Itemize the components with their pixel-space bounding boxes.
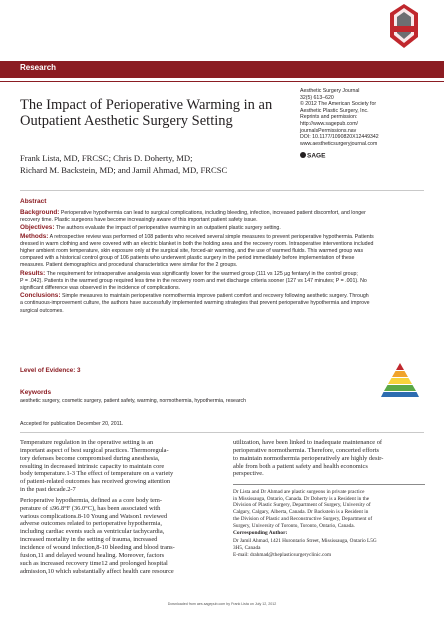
journal-logo — [389, 3, 419, 49]
abstract-line: Methods: A retrospective review was performed of 108 patients who received several simple measures to prevent perioperative hypothermia. Patients — [20, 232, 374, 240]
title-line: Outpatient Aesthetic Surgery Setting — [20, 113, 233, 129]
author-line: Richard M. Backstein, MD; and Jamil Ahmad, MD, FRCSC — [20, 164, 228, 175]
body-line: body temperature.1-3 The effect of temperature on a variety — [20, 470, 174, 478]
abstract-line: P = .042). Patients in the warmed group required less time in the recovery room and met discharge criteria sooner (127 vs 147 minutes; P = .001). No — [20, 277, 367, 284]
affiliation-line: in Mississauga, Ontario, Canada. Dr Doherty is a Resident in the — [233, 495, 370, 502]
title-line: The Impact of Perioperative Warming in an — [20, 97, 273, 113]
body-line: fusion,11 and delayed wound healing. Moreover, factors — [20, 551, 165, 559]
affiliation-divider — [233, 484, 425, 485]
body-line: adverse outcomes related to perioperative hypothermia, — [20, 520, 162, 528]
abstract-label: Results: — [20, 269, 46, 277]
publisher-logo — [300, 152, 325, 160]
level-of-evidence: Level of Evidence: 3 — [20, 367, 81, 374]
body-line: including cardiac events such as ventricular tachycardia, — [20, 528, 165, 536]
body-line: perspective. — [233, 470, 264, 478]
body-line: resulting in decreased intrinsic capacity to maintain core — [20, 462, 165, 470]
journal-info-line: Aesthetic Surgery Journal — [300, 88, 360, 94]
body-line: such as increased recovery time12 and prolonged hospital — [20, 559, 168, 567]
author-list — [20, 153, 310, 176]
body-line: various complications.8-10 Young and Watson1 reviewed — [20, 512, 168, 520]
abstract-line: compared with a historical control group of 106 patients who underwent plastic surgery in the period immediately before implementation of these — [20, 255, 355, 262]
body-line: incidence of wound infection,8-10 bleeding and blood trans- — [20, 543, 175, 551]
journal-info-line: DOI: 10.1177/1090820X12449342 — [300, 134, 379, 141]
journal-info-line: 32(5) 613–620 — [300, 94, 334, 101]
body-line: increased mortality in the setting of trauma, increased — [20, 536, 158, 544]
article-title — [20, 97, 290, 129]
body-line: of patient-related outcomes has received growing attention — [20, 478, 171, 486]
abstract-line: Conclusions: Simple measures to maintain perioperative normothermia improve patient comfort and recovery following aesthetic surgery. Through — [20, 292, 369, 300]
abstract-line: significant difference was observed in the incidence of complications. — [20, 285, 181, 292]
journal-info-line[interactable]: http://www.sagepub.com/ — [300, 120, 358, 127]
download-footer: Downloaded from aes.sagepub.com by Frank Lista on July 12, 2012 — [167, 602, 277, 606]
abstract-line: a continuous-improvement culture, the authors have successfully implemented warming strategies that prevent perioperative hypothermia and improve — [20, 300, 370, 307]
body-right-column — [233, 439, 425, 478]
journal-info — [300, 88, 440, 147]
section-band — [0, 61, 444, 78]
body-line: admission,10 which substantially affect health care resource — [20, 567, 174, 575]
author-line: Frank Lista, MD, FRCSC; Chris D. Doherty, MD; — [20, 153, 193, 163]
abstract-line: recovery time. Plastic surgeons have become increasingly aware of this important patient safety issue. — [20, 217, 258, 224]
sage-dot-icon — [300, 152, 306, 158]
divider — [20, 190, 424, 191]
body-left-column — [20, 439, 212, 575]
body-line: Temperature regulation in the operative setting is an — [20, 439, 154, 446]
section-label: Research — [20, 63, 57, 72]
body-line: to maintain normothermia perioperatively are highly desir- — [233, 454, 384, 462]
keywords-heading: Keywords — [20, 389, 52, 396]
body-line: in the past decade.2-7 — [20, 486, 76, 494]
abstract-line: Objectives: The authors evaluate the impact of perioperative warming in an outpatient plastic surgery setting. — [20, 224, 281, 232]
corresponding-line: 3H5, Canada — [233, 544, 261, 551]
abstract-label: Methods: — [20, 232, 49, 240]
body-line: tory defenses become compromised during anesthesia, — [20, 454, 160, 462]
abstract-label: Background: — [20, 209, 60, 216]
abstract-line: Background: Perioperative hypothermia can lead to surgical complications, including bleeding, infection, increased patient discomfort, and longer — [20, 209, 366, 216]
affiliation-line: Surgery, University of Toronto, Toronto, Ontario, Canada. — [233, 522, 355, 529]
corresponding-email[interactable]: E-mail: drahmad@theplasticsurgeryclinic.com — [233, 551, 332, 558]
corresponding-author — [233, 538, 425, 558]
divider — [20, 432, 424, 433]
journal-info-line[interactable]: journalsPermissions.nav — [300, 127, 357, 134]
body-line: important aspect of best surgical practices. Thermoregula- — [20, 446, 169, 454]
body-line: able from both a patient safety and health economics — [233, 462, 368, 470]
author-affiliation — [233, 489, 425, 529]
section-rule — [0, 81, 444, 82]
journal-info-line[interactable]: Reprints and permission: — [300, 114, 358, 121]
evidence-pyramid-icon — [380, 362, 420, 398]
abstract-line: measures. Patient demographics and procedural characteristics were similar for the 2 groups. — [20, 262, 238, 269]
journal-info-line[interactable]: www.aestheticsurgeryjournal.com — [300, 140, 378, 147]
abstract-label: Conclusions: — [20, 292, 61, 300]
affiliation-line: Division of Plastic Surgery, Department of Surgery, University of — [233, 502, 371, 509]
body-line: utilization, have been linked to inadequate maintenance of — [233, 439, 383, 446]
body-line: perioperative normothermia. Therefore, concerted efforts — [233, 446, 379, 454]
journal-info-line: Aesthetic Plastic Surgery, Inc. — [300, 107, 369, 114]
corresponding-author-heading: Corresponding Author: — [233, 530, 288, 536]
affiliation-line: the Division of Plastic and Reconstructive Surgery, Department of — [233, 515, 373, 522]
body-line: perature of ≤96.8°F (36.0°C), has been associated with — [20, 504, 161, 512]
journal-info-line: © 2012 The American Society for — [300, 101, 377, 108]
body-line: Perioperative hypothermia, defined as a core body tem- — [20, 496, 162, 504]
abstract-heading: Abstract — [20, 198, 47, 205]
abstract-body — [20, 209, 424, 315]
abstract-line: surgical outcomes. — [20, 307, 64, 314]
accepted-date: Accepted for publication December 20, 2011. — [20, 421, 124, 427]
abstract-line: dressed in warm clothing and were covered with an electric blanket in both the holding area and the recovery room. Intraoperative interventions included — [20, 240, 374, 247]
abstract-label: Objectives: — [20, 224, 55, 232]
affiliation-line: Calgary, Calgary, Alberta, Canada. Dr Backstein is a Resident in — [233, 509, 369, 516]
abstract-line: Results: The requirement for intraoperative analgesia was significantly lower for the warmed group (111 vs 125 μg fentanyl in the control group; — [20, 269, 358, 277]
publisher-name: SAGE — [307, 152, 326, 160]
abstract-line: higher ambient room temperature, skin exposure only at the surgical site, forced-air warming, and the use of warmed fluids. This warmed group was — [20, 248, 364, 255]
keywords-list: aesthetic surgery, cosmetic surgery, patient safety, warming, normothermia, hypothermia, research — [20, 398, 247, 404]
affiliation-line: Dr Lista and Dr Ahmad are plastic surgeons in private practice — [233, 489, 365, 495]
corresponding-line: Dr Jamil Ahmad, 1421 Hurontario Street, Mississauga, Ontario L5G — [233, 538, 377, 544]
